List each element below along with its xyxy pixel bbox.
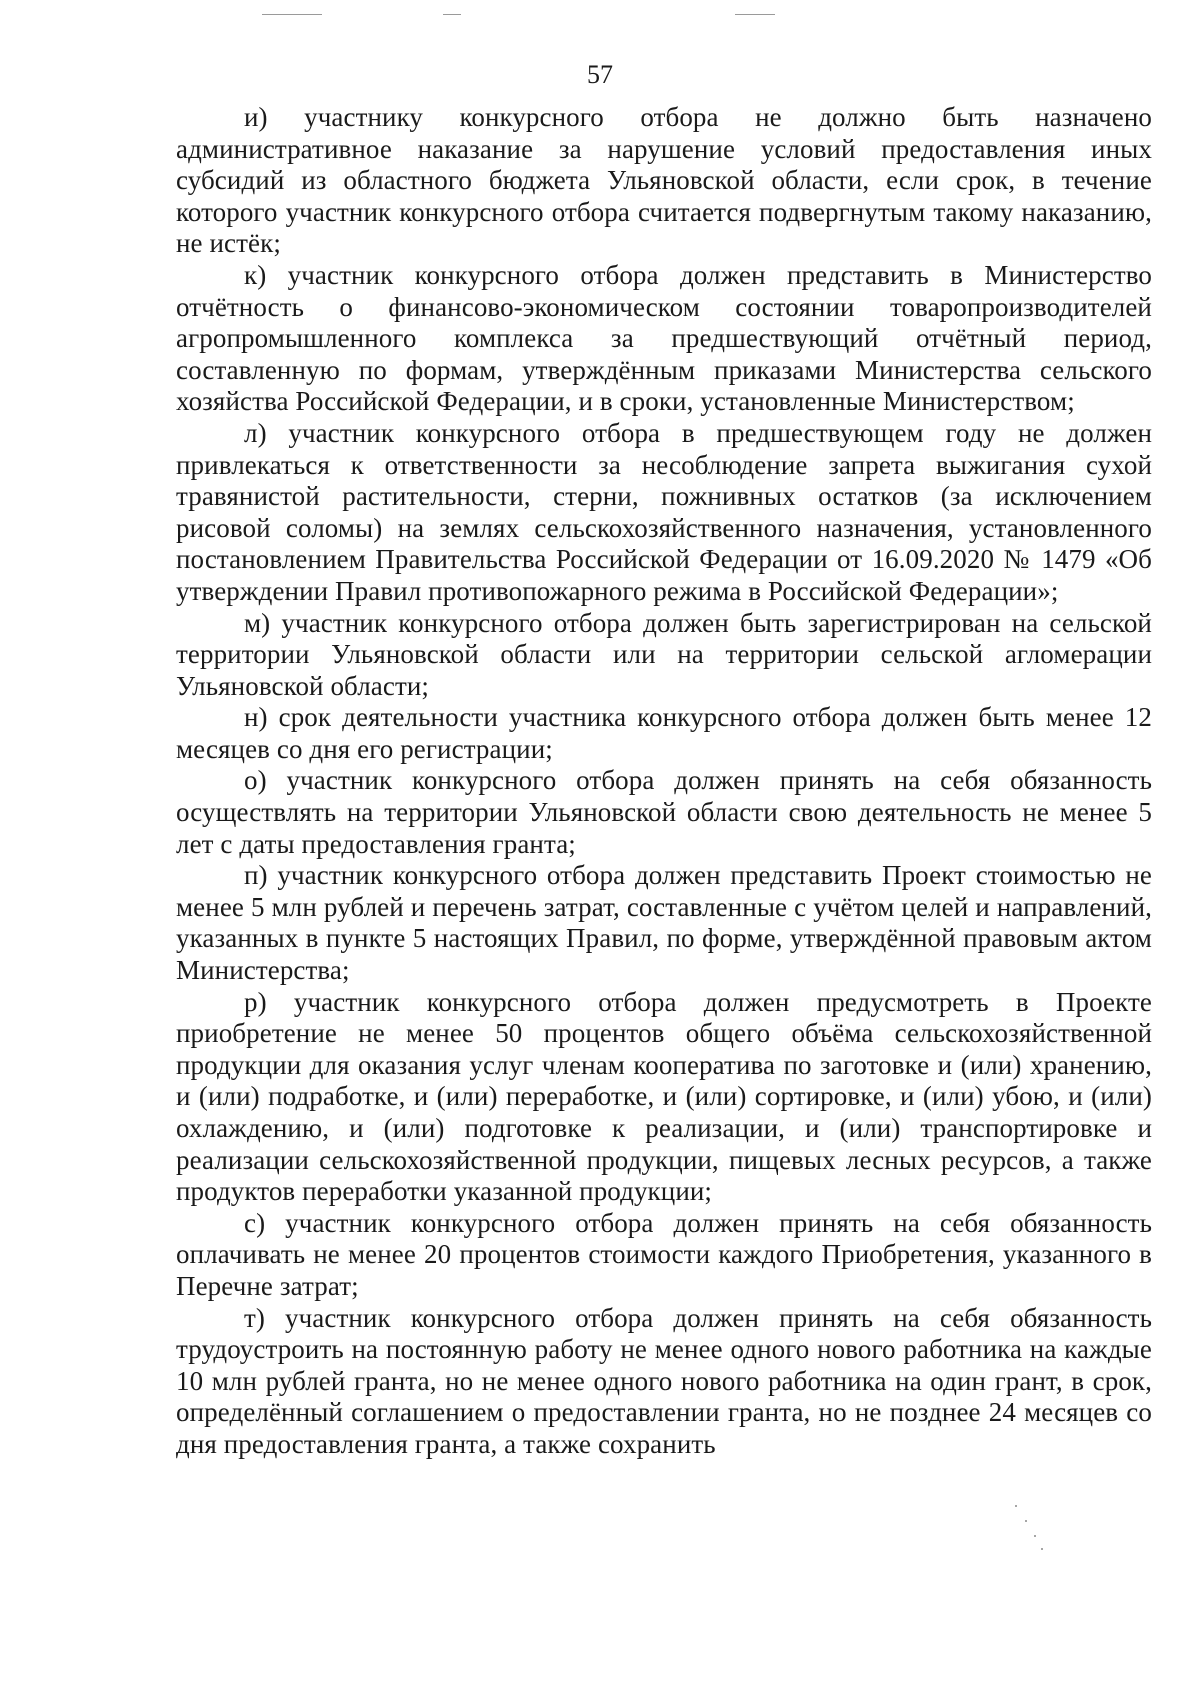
paragraph-o: о) участник конкурсного отбора должен принять на себя обязанность осуществлять на территории Ульяновской области свою деятельность не менее 5 лет с даты предоставления гранта; bbox=[176, 765, 1152, 859]
document-body bbox=[176, 102, 1152, 1461]
paragraph-i: и) участнику конкурсного отбора не должно быть назначено административное наказание за нарушение условий предоставления иных субсидий из областного бюджета Ульяновской области, если срок, в течение которого участник конкурсного отбора считается подвергнутым такому наказанию, не истёк; bbox=[176, 102, 1152, 259]
scan-artifact-dot bbox=[1041, 1548, 1043, 1550]
scan-artifact-dot bbox=[1025, 1520, 1027, 1522]
scan-artifact-top-right bbox=[735, 14, 775, 15]
scan-artifact-top-left bbox=[262, 14, 322, 15]
paragraph-s: с) участник конкурсного отбора должен принять на себя обязанность оплачивать не менее 20 процентов стоимости каждого Приобретения, указанного в Перечне затрат; bbox=[176, 1207, 1152, 1301]
scan-artifact-dot bbox=[1034, 1535, 1036, 1537]
scan-artifact-dot bbox=[1015, 1505, 1017, 1507]
paragraph-r: р) участник конкурсного отбора должен предусмотреть в Проекте приобретение не менее 50 процентов общего объёма сельскохозяйственной продукции для оказания услуг членам кооператива по заготовке и (или) хранению, и (или) подработке, и (или) переработке, и (или) сортировке, и (или) убою, и (или) охлаждению, и (или) подготовке к реализации, и (или) транспортировке и реализации сельскохозяйственной продукции, пищевых лесных ресурсов, а также продуктов переработки указанной продукции; bbox=[176, 986, 1152, 1207]
paragraph-k: к) участник конкурсного отбора должен представить в Министерство отчётность о финансово-экономическом состоянии товаропроизводителей агропромышленного комплекса за предшествующий отчётный период, составленную по формам, утверждённым приказами Министерства сельского хозяйства Российской Федерации, и в сроки, установленные Министерством; bbox=[176, 259, 1152, 417]
paragraph-t: т) участник конкурсного отбора должен принять на себя обязанность трудоустроить на постоянную работу не менее одного нового работника на каждые 10 млн рублей гранта, но не менее одного нового работника на один грант, в срок, определённый соглашением о предоставлении гранта, но не позднее 24 месяцев со дня предоставления гранта, а также сохранить bbox=[176, 1302, 1152, 1459]
page-number: 57 bbox=[587, 60, 613, 89]
paragraph-l: л) участник конкурсного отбора в предшествующем году не должен привлекаться к ответственности за несоблюдение запрета выжигания сухой травянистой растительности, стерни, пожнивных остатков (за исключением рисовой соломы) на землях сельскохозяйственного назначения, установленного постановлением Правительства Российской Федерации от 16.09.2020 № 1479 «Об утверждении Правил противопожарного режима в Российской Федерации»; bbox=[176, 417, 1152, 606]
paragraph-p: п) участник конкурсного отбора должен представить Проект стоимостью не менее 5 млн рублей и перечень затрат, составленные с учётом целей и направлений, указанных в пункте 5 настоящих Правил, по форме, утверждённой правовым актом Министерства; bbox=[176, 860, 1152, 986]
paragraph-m: м) участник конкурсного отбора должен быть зарегистрирован на сельской территории Ульяновской области или на территории сельской агломерации Ульяновской области; bbox=[176, 607, 1152, 701]
paragraph-n: н) срок деятельности участника конкурсного отбора должен быть менее 12 месяцев со дня его регистрации; bbox=[176, 702, 1152, 764]
scan-artifact-top-center bbox=[443, 14, 461, 15]
